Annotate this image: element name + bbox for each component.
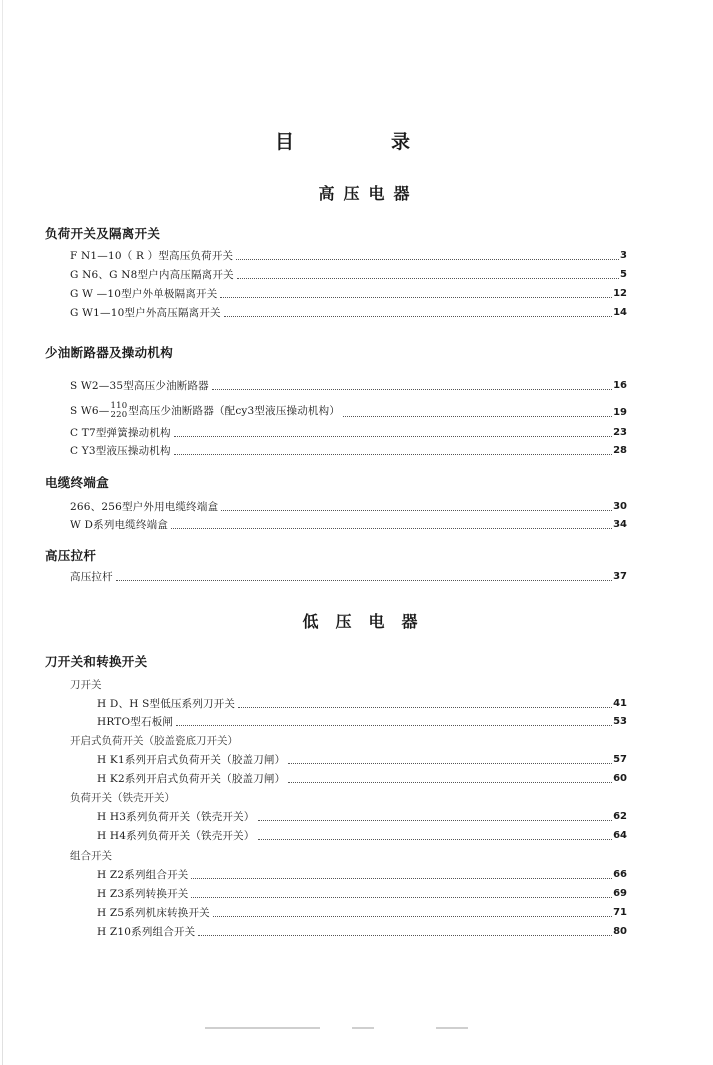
entry-label: G W —10型户外单极隔离开关 xyxy=(70,288,218,300)
page-edge xyxy=(2,0,3,1065)
entry-label-suffix: 型高压少油断路器（配cy3型液压操动机构） xyxy=(128,405,341,417)
entry-label: HRTO型石板闸 xyxy=(97,716,174,728)
toc-entry[interactable] xyxy=(97,906,627,920)
entry-label: 高压拉杆 xyxy=(70,571,113,583)
leader-dots xyxy=(258,839,613,840)
entry-label: F N1—10（ R ）型高压负荷开关 xyxy=(70,250,234,262)
toc-entry[interactable] xyxy=(97,925,627,939)
page-number: 41 xyxy=(613,698,627,709)
page-number: 69 xyxy=(613,888,627,899)
leader-dots xyxy=(174,436,612,437)
page-number: 60 xyxy=(613,773,627,784)
toc-entry[interactable] xyxy=(97,868,627,882)
toc-entry[interactable] xyxy=(70,379,627,393)
toc-entry[interactable] xyxy=(70,570,627,584)
toc-entry[interactable] xyxy=(70,401,627,420)
page-number: 30 xyxy=(613,501,627,512)
page-title-char-1: 目 xyxy=(275,131,295,153)
entry-label: H H3系列负荷开关（铁壳开关） xyxy=(97,811,255,823)
page-number: 34 xyxy=(613,519,627,530)
fraction-top: 110 xyxy=(110,401,128,411)
page-number: 53 xyxy=(613,716,627,727)
leader-dots xyxy=(224,316,612,317)
page-number: 14 xyxy=(613,307,627,318)
entry-label xyxy=(70,402,340,420)
leader-dots xyxy=(258,820,613,821)
toc-entry[interactable] xyxy=(70,306,627,320)
page-number: 16 xyxy=(613,380,627,391)
entry-label-prefix: S W6— xyxy=(70,405,110,417)
page-number: 5 xyxy=(620,269,627,280)
scan-artifact xyxy=(352,1027,374,1029)
entry-label: G W1—10型户外高压隔离开关 xyxy=(70,307,221,319)
section-heading: 刀开关和转换开关 xyxy=(45,654,148,669)
toc-entry[interactable] xyxy=(97,887,627,901)
page-title-char-2: 录 xyxy=(391,131,411,153)
entry-label: H Z5系列机床转换开关 xyxy=(97,907,210,919)
scan-artifact xyxy=(436,1027,468,1029)
page-number: 80 xyxy=(613,926,627,937)
page-number: 64 xyxy=(613,830,627,841)
entry-label: H D、H S型低压系列刀开关 xyxy=(97,698,236,710)
section-heading: 高压拉杆 xyxy=(45,548,97,563)
group-heading: 开启式负荷开关（胶盖瓷底刀开关） xyxy=(70,735,238,747)
page-number: 12 xyxy=(613,288,627,299)
leader-dots xyxy=(221,510,612,511)
leader-dots xyxy=(174,454,612,455)
page-number: 62 xyxy=(613,811,627,822)
leader-dots xyxy=(198,935,612,936)
entry-label: 266、256型户外用电缆终端盒 xyxy=(70,501,219,513)
toc-entry[interactable] xyxy=(70,444,627,458)
leader-dots xyxy=(212,389,612,390)
toc-entry[interactable] xyxy=(70,500,627,514)
scan-artifact xyxy=(205,1027,320,1029)
page-number: 37 xyxy=(613,571,627,582)
page-number: 57 xyxy=(613,754,627,765)
entry-label: G N6、G N8型户内高压隔离开关 xyxy=(70,269,234,281)
group-heading: 负荷开关（铁壳开关） xyxy=(70,792,175,804)
leader-dots xyxy=(176,725,612,726)
leader-dots xyxy=(343,416,612,417)
leader-dots xyxy=(288,782,612,783)
toc-entry[interactable] xyxy=(97,829,627,843)
page-number: 3 xyxy=(620,250,627,261)
voltage-fraction xyxy=(111,402,128,420)
toc-entry[interactable] xyxy=(70,287,627,301)
section-heading: 电缆终端盒 xyxy=(45,475,110,490)
fraction-bottom: 220 xyxy=(110,410,128,420)
group-heading: 组合开关 xyxy=(70,850,112,862)
leader-dots xyxy=(238,707,612,708)
entry-label: H Z10系列组合开关 xyxy=(97,926,196,938)
toc-entry[interactable] xyxy=(97,772,627,786)
toc-entry[interactable] xyxy=(97,753,627,767)
leader-dots xyxy=(236,259,619,260)
entry-label: H K1系列开启式负荷开关（胶盖刀闸） xyxy=(97,754,286,766)
leader-dots xyxy=(191,878,612,879)
page-number: 28 xyxy=(613,445,627,456)
section-heading: 负荷开关及隔离开关 xyxy=(45,226,161,241)
entry-label: H H4系列负荷开关（铁壳开关） xyxy=(97,830,255,842)
section-heading: 少油断路器及操动机构 xyxy=(45,345,174,360)
toc-entry[interactable] xyxy=(70,518,627,532)
part-heading-low-voltage: 低压电器 xyxy=(302,612,435,631)
leader-dots xyxy=(116,580,612,581)
toc-entry[interactable] xyxy=(70,268,627,282)
toc-entry[interactable] xyxy=(97,715,627,729)
leader-dots xyxy=(220,297,612,298)
entry-label: C T7型弹簧操动机构 xyxy=(70,427,171,439)
leader-dots xyxy=(213,916,612,917)
page-number: 23 xyxy=(613,427,627,438)
entry-label: C Y3型液压操动机构 xyxy=(70,445,171,457)
page-number: 19 xyxy=(613,407,627,418)
toc-entry[interactable] xyxy=(70,249,627,263)
entry-label: H K2系列开启式负荷开关（胶盖刀闸） xyxy=(97,773,286,785)
toc-entry[interactable] xyxy=(97,810,627,824)
toc-entry[interactable] xyxy=(70,426,627,440)
part-heading-high-voltage: 高压电器 xyxy=(318,184,419,203)
entry-label: W D系列电缆终端盒 xyxy=(70,519,169,531)
group-heading: 刀开关 xyxy=(70,679,102,691)
leader-dots xyxy=(237,278,619,279)
page-number: 71 xyxy=(613,907,627,918)
page-number: 66 xyxy=(613,869,627,880)
leader-dots xyxy=(171,528,612,529)
leader-dots xyxy=(288,763,612,764)
entry-label: H Z2系列组合开关 xyxy=(97,869,189,881)
leader-dots xyxy=(191,897,612,898)
toc-entry[interactable] xyxy=(97,697,627,711)
entry-label: S W2—35型高压少油断路器 xyxy=(70,380,209,392)
entry-label: H Z3系列转换开关 xyxy=(97,888,189,900)
